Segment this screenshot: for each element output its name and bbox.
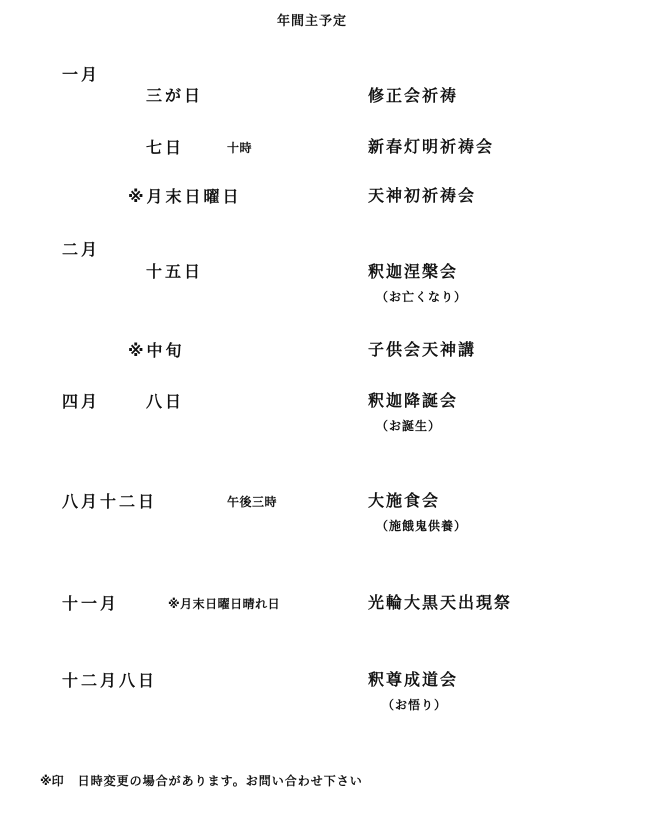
month-january: 一月 [62, 65, 101, 84]
time-august-12: 午後三時 [227, 495, 278, 509]
event-shushoe: 修正会祈祷 [368, 86, 459, 105]
date-february-15: 十五日 [146, 262, 204, 281]
footer-text: 日時変更の場合があります。お問い合わせ下さい [77, 774, 363, 788]
date-december-8: 十二月八日 [62, 671, 158, 690]
time-january-7: 十時 [227, 141, 253, 155]
event-shinshun-toumyou: 新春灯明祈祷会 [368, 137, 495, 156]
date-august-12: 八月十二日 [62, 492, 158, 511]
date-november-last-sunny-sunday: ※月末日曜日晴れ日 [168, 597, 281, 611]
page-title: 年間主予定 [277, 14, 348, 29]
event-tenjin-hatsukitou: 天神初祈祷会 [368, 186, 477, 205]
date-january-7: 七日 [146, 138, 185, 157]
event-shakuson-joudou: 釈尊成道会 [368, 670, 459, 689]
month-april: 四月 [62, 392, 101, 411]
event-kodomokai-tenjinkou: 子供会天神講 [368, 340, 477, 359]
note-onakunari: （お亡くなり） [376, 290, 468, 304]
footer-mark: ※印 [40, 774, 64, 788]
note-otanjou: （お誕生） [376, 419, 442, 433]
event-shaka-nehan: 釈迦涅槃会 [368, 262, 459, 281]
event-kourin-daikokuten: 光輪大黒天出現祭 [368, 593, 513, 612]
event-daisejiki: 大施食会 [368, 491, 441, 510]
date-january-sanganichi: 三が日 [146, 86, 204, 105]
note-segaki-kuyou: （施餓鬼供養） [376, 519, 468, 533]
note-osatori: （お悟り） [382, 698, 448, 712]
month-february: 二月 [62, 240, 101, 259]
date-february-mid: ※中旬 [128, 341, 185, 360]
date-january-last-sunday: ※月末日曜日 [128, 187, 242, 206]
footer-note [40, 775, 363, 787]
event-shaka-goutan: 釈迦降誕会 [368, 391, 459, 410]
date-april-8: 八日 [146, 392, 185, 411]
month-november: 十一月 [62, 594, 120, 613]
